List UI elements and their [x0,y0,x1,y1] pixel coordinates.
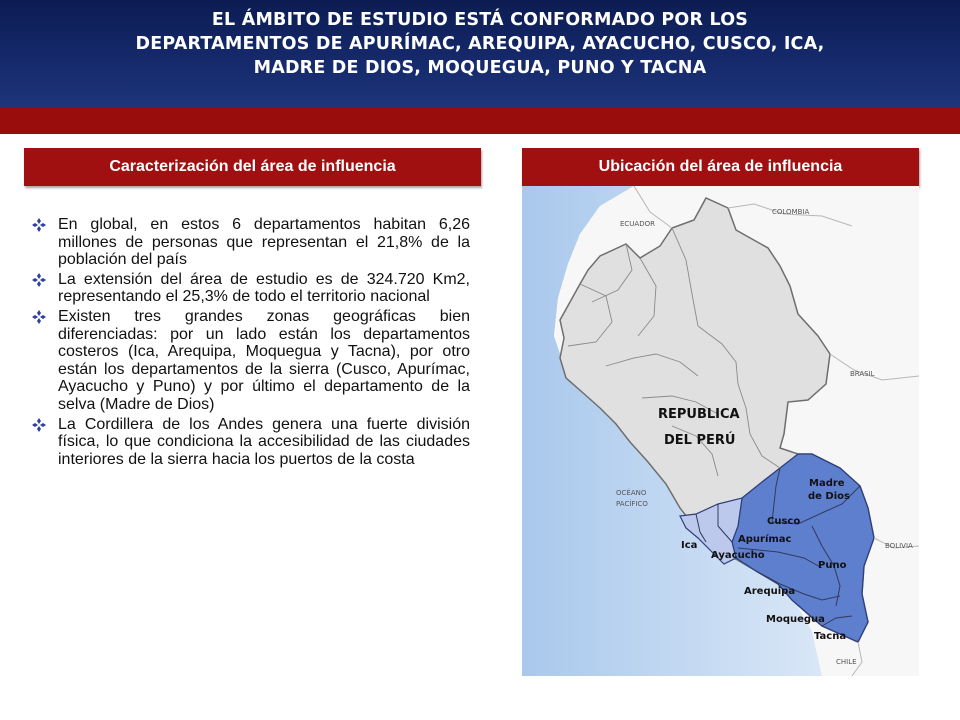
characterization-heading [24,148,481,186]
bullet-text: La Cordillera de los Andes genera una fuerte división física, lo que condiciona la accesibilidad de las ciudades interiores de la sierra hacia los puertos de la costa [58,415,470,468]
title-line-3: MADRE DE DIOS, MOQUEGUA, PUNO Y TACNA [253,58,707,78]
bullet-item [32,216,470,269]
peru-map [522,186,919,676]
header-banner [0,0,960,108]
republic-label-line-1: REPUBLICA [658,407,740,422]
madre-de-dios-label-line-1: Madre [809,478,845,489]
peru-map-svg [522,186,919,676]
diamond-bullet-icon [32,218,46,232]
cusco-label: Cusco [767,516,801,527]
bullet-text: En global, en estos 6 departamentos habitan 6,26 millones de personas que representan el 21,8% de la población del país [58,216,470,269]
diamond-bullet-icon [32,273,46,287]
location-heading [522,148,919,186]
bullet-list [32,216,470,470]
arequipa-label: Arequipa [744,586,796,597]
tacna-label: Tacna [814,631,847,642]
colombia-label: COLOMBIA [772,208,810,216]
ayacucho-label: Ayacucho [711,550,765,561]
characterization-heading-text: Caracterización del área de influencia [109,158,396,175]
moquegua-label: Moquegua [766,614,825,625]
page-title [20,8,940,80]
ocean-label-line-2: PACÍFICO [616,500,648,508]
red-divider-band [0,108,960,134]
ocean-label-line-1: OCÉANO [616,489,647,497]
bolivia-label: BOLIVIA [885,542,913,550]
title-line-1: EL ÁMBITO DE ESTUDIO ESTÁ CONFORMADO POR LOS [211,10,749,30]
location-heading-text: Ubicación del área de influencia [598,158,843,175]
madre-de-dios-label-line-2: de Dios [808,491,850,502]
bullet-item [32,308,470,414]
bullet-text: La extensión del área de estudio es de 324.720 Km2, representando el 25,3% de todo el territorio nacional [58,270,470,306]
chile-label: CHILE [836,658,857,666]
bullet-text: Existen tres grandes zonas geográficas bien diferenciadas: por un lado están los departamentos costeros (Ica, Arequipa, Moquegua y Tacna), por otro están los departamentos de la sierra (Cusco, Apurímac, Ayacucho y Puno) y por último el departamento de la selva (Madre de Dios) [58,307,470,413]
title-line-2: DEPARTAMENTOS DE APURÍMAC, AREQUIPA, AYACUCHO, CUSCO, ICA, [135,34,825,54]
brasil-label: BRASIL [850,370,875,378]
bullet-item [32,416,470,469]
ica-label: Ica [681,540,698,551]
apurimac-label: Apurímac [738,534,792,545]
diamond-bullet-icon [32,418,46,432]
bullet-item [32,271,470,306]
puno-label: Puno [818,560,847,571]
ecuador-label: ECUADOR [620,220,655,228]
republic-label-line-2: DEL PERÚ [664,433,736,448]
diamond-bullet-icon [32,310,46,324]
